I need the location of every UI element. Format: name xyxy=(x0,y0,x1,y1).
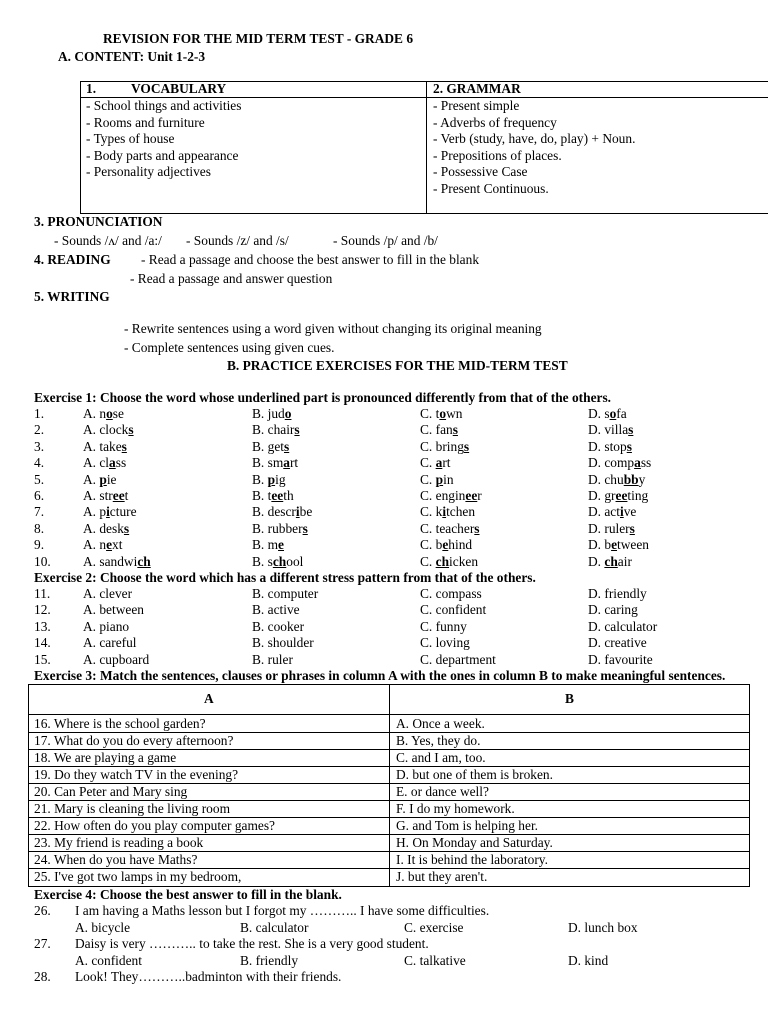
answer-option: A. cupboard xyxy=(83,651,150,667)
option-text: ie xyxy=(106,471,117,487)
answer-option: A. confident xyxy=(75,952,142,968)
answer-option xyxy=(420,521,480,537)
answer-option: D. kind xyxy=(568,952,609,968)
option-text: D. b xyxy=(588,537,612,553)
answer-option xyxy=(252,554,303,570)
matching-col-a-cell: 18. We are playing a game xyxy=(34,750,177,765)
answer-option xyxy=(83,422,134,438)
answer-option xyxy=(588,488,648,504)
underlined-sound: a xyxy=(634,455,641,471)
answer-option xyxy=(420,488,482,504)
underlined-sound: ch xyxy=(137,553,151,569)
answer-option xyxy=(588,439,632,455)
underlined-sound: i xyxy=(106,504,110,520)
underlined-sound: o xyxy=(439,406,447,421)
grammar-item: - Present Continuous. xyxy=(433,180,549,196)
option-text: A. str xyxy=(83,488,113,503)
underlined-sound: s xyxy=(302,520,308,536)
underlined-sound: ee xyxy=(271,488,284,503)
option-text: ve xyxy=(623,504,637,520)
question-number: 9. xyxy=(34,537,45,553)
reading-line-1: - Read a passage and choose the best answer to fill in the blank xyxy=(141,252,480,267)
underlined-sound: p xyxy=(435,471,444,487)
underlined-sound: p xyxy=(267,471,276,487)
option-text: t xyxy=(124,488,129,503)
answer-option xyxy=(83,554,151,570)
matching-col-a-cell: 20. Can Peter and Mary sing xyxy=(34,784,188,799)
reading-line-2: - Read a passage and answer question xyxy=(130,271,333,286)
answer-option: A. bicycle xyxy=(75,919,131,935)
answer-option: B. shoulder xyxy=(252,635,314,651)
answer-option xyxy=(252,504,312,520)
answer-option xyxy=(83,537,122,553)
option-text: wn xyxy=(446,406,463,421)
matching-col-b-cell: E. or dance well? xyxy=(396,784,489,799)
answer-option xyxy=(83,488,128,504)
underlined-sound: ch xyxy=(604,553,618,569)
answer-option xyxy=(252,422,300,438)
writing-line-1: - Rewrite sentences using a word given without changing its original meaning xyxy=(124,321,542,336)
answer-option: D. favourite xyxy=(588,651,653,667)
pronunciation-heading: 3. PRONUNCIATION xyxy=(34,214,163,229)
answer-option xyxy=(420,422,458,438)
question-text: I am having a Maths lesson but I forgot my ……….. I have some difficulties. xyxy=(75,903,490,918)
option-text: B. chair xyxy=(252,422,295,438)
question-number: 13. xyxy=(34,618,51,634)
answer-option xyxy=(252,439,289,455)
option-text: A. xyxy=(83,471,100,487)
exercise-1-title: Exercise 1: Choose the word whose underlined part is pronounced differently from that of the others. xyxy=(34,390,612,405)
matching-col-a-cell: 22. How often do you play computer games? xyxy=(34,818,275,833)
answer-option: B. friendly xyxy=(240,952,299,968)
option-text: C. b xyxy=(420,537,443,553)
question-number: 2. xyxy=(34,422,45,438)
matching-col-b-cell: J. but they aren't. xyxy=(396,869,488,884)
option-text: tchen xyxy=(446,504,476,520)
writing-heading: 5. WRITING xyxy=(34,289,110,304)
option-text: A. p xyxy=(83,504,107,520)
answer-option: C. loving xyxy=(420,635,470,651)
vocab-item: - Personality adjectives xyxy=(86,164,211,179)
answer-option: D. caring xyxy=(588,602,638,618)
option-text: ool xyxy=(286,553,304,569)
answer-option xyxy=(420,537,472,553)
underlined-sound: i xyxy=(442,504,447,520)
answer-option xyxy=(252,455,298,471)
underlined-sound: ch xyxy=(435,553,450,569)
underlined-sound: o xyxy=(609,406,617,421)
option-text: B. m xyxy=(252,537,279,553)
option-text: D. gr xyxy=(588,488,616,503)
answer-option: C. talkative xyxy=(404,952,466,968)
underlined-sound: s xyxy=(626,438,632,454)
answer-option xyxy=(588,554,632,570)
answer-option xyxy=(420,472,454,488)
option-text: B. t xyxy=(252,488,272,503)
vocab-item: - Rooms and furniture xyxy=(86,114,205,130)
matching-col-a-cell: 23. My friend is reading a book xyxy=(34,835,204,850)
answer-option xyxy=(252,472,286,488)
answer-option xyxy=(588,504,636,520)
pronunciation-sounds-2: - Sounds /z/ and /s/ xyxy=(186,233,289,248)
matching-header-rule xyxy=(28,714,750,715)
underlined-sound: e xyxy=(278,537,284,553)
vocab-heading: VOCABULARY xyxy=(131,81,227,96)
answer-option: D. lunch box xyxy=(568,919,638,935)
matching-col-a-cell: 17. What do you do every afternoon? xyxy=(34,733,234,748)
option-text: D. ruler xyxy=(588,520,630,536)
question-number: 12. xyxy=(34,602,51,618)
question-text: Look! They………..badminton with their friends. xyxy=(75,969,342,984)
option-text: A. take xyxy=(83,438,122,454)
answer-option xyxy=(588,521,635,537)
answer-option xyxy=(83,521,129,537)
answer-option xyxy=(252,537,284,553)
answer-option xyxy=(420,554,478,570)
underlined-sound: s xyxy=(128,422,134,438)
grammar-heading: 2. GRAMMAR xyxy=(433,81,521,96)
underlined-sound: s xyxy=(123,520,130,536)
option-text: air xyxy=(617,553,632,569)
option-text: B. descr xyxy=(252,504,296,520)
question-number: 6. xyxy=(34,488,45,503)
option-text: r xyxy=(477,488,482,503)
section-a-heading: A. CONTENT: Unit 1-2-3 xyxy=(58,49,206,64)
answer-option: C. confident xyxy=(420,602,487,618)
answer-option xyxy=(83,472,117,488)
matching-col-b-cell: C. and I am, too. xyxy=(396,750,486,765)
option-text: fa xyxy=(616,406,627,421)
matching-col-b-cell: A. Once a week. xyxy=(396,716,485,731)
grammar-item: - Adverbs of frequency xyxy=(433,114,557,130)
option-text: ss xyxy=(640,455,652,471)
matching-col-b-cell: H. On Monday and Saturday. xyxy=(396,835,553,850)
question-number: 5. xyxy=(34,471,45,487)
option-text: A. n xyxy=(83,537,107,553)
underlined-sound: e xyxy=(106,537,113,553)
underlined-sound: ch xyxy=(272,553,287,569)
option-text: D. xyxy=(588,553,605,569)
matching-col-a-cell: 21. Mary is cleaning the living room xyxy=(34,801,230,816)
question-number: 4. xyxy=(34,455,45,471)
answer-option xyxy=(83,455,126,471)
answer-option xyxy=(588,472,645,488)
grammar-item: - Present simple xyxy=(433,98,520,113)
option-text: B. rubber xyxy=(252,520,303,536)
underlined-sound: s xyxy=(474,520,480,536)
option-text: C. t xyxy=(420,406,440,421)
option-text: xt xyxy=(112,537,123,553)
option-text: y xyxy=(638,471,646,487)
option-text: D. chu xyxy=(588,471,624,487)
answer-option: A. careful xyxy=(83,635,137,651)
answer-option: C. department xyxy=(420,651,496,667)
answer-option xyxy=(420,504,475,520)
option-text: B. jud xyxy=(252,406,285,421)
answer-option: A. clever xyxy=(83,586,133,601)
option-text: se xyxy=(112,406,124,421)
answer-option xyxy=(588,422,633,438)
question-number: 1. xyxy=(34,406,45,421)
underlined-sound: a xyxy=(109,455,116,471)
underlined-sound: i xyxy=(295,504,300,520)
question-number: 7. xyxy=(34,504,45,520)
question-number: 26. xyxy=(34,903,51,918)
writing-line-2: - Complete sentences using given cues. xyxy=(124,340,335,355)
underlined-sound: p xyxy=(99,471,107,487)
answer-option: D. calculator xyxy=(588,618,658,634)
option-text: B. xyxy=(252,471,268,487)
underlined-sound: s xyxy=(121,438,127,454)
underlined-sound: bb xyxy=(623,471,639,487)
option-text: in xyxy=(443,471,454,487)
question-number: 8. xyxy=(34,520,45,536)
underlined-sound: ee xyxy=(112,488,125,503)
answer-option: C. compass xyxy=(420,586,482,601)
matching-col-a-cell: 24. When do you have Maths? xyxy=(34,852,198,867)
question-number: 14. xyxy=(34,635,51,651)
matching-col-a-cell: 25. I've got two lamps in my bedroom, xyxy=(34,869,242,884)
option-text: C. xyxy=(420,471,436,487)
exercise-3-title: Exercise 3: Match the sentences, clauses or phrases in column A with the ones in column B to make meaningful sentences. xyxy=(34,668,726,683)
option-text: C. teacher xyxy=(420,520,475,536)
option-text: C. k xyxy=(420,504,443,520)
reading-heading: 4. READING xyxy=(34,252,111,267)
option-text: rt xyxy=(289,455,299,471)
question-number: 28. xyxy=(34,969,51,984)
underlined-sound: a xyxy=(283,455,290,471)
underlined-sound: ee xyxy=(465,488,478,503)
matching-col-b-cell: G. and Tom is helping her. xyxy=(396,818,539,833)
answer-option xyxy=(588,537,649,553)
answer-option: C. funny xyxy=(420,618,467,634)
option-text: ting xyxy=(627,488,649,503)
underlined-sound: a xyxy=(435,455,443,471)
answer-option: A. piano xyxy=(83,618,130,634)
pronunciation-sounds-1: - Sounds /ʌ/ and /a:/ xyxy=(54,233,162,248)
answer-option xyxy=(252,406,291,422)
page-title: REVISION FOR THE MID TERM TEST - GRADE 6 xyxy=(103,31,414,46)
vocab-item: - Body parts and appearance xyxy=(86,147,239,163)
option-text: A. sandwi xyxy=(83,553,138,569)
question-number: 15. xyxy=(34,651,51,667)
answer-option xyxy=(420,455,451,471)
underlined-sound: o xyxy=(284,406,292,421)
answer-option: A. between xyxy=(83,602,144,618)
answer-option: B. ruler xyxy=(252,651,293,667)
option-text: ig xyxy=(275,471,286,487)
option-text: rt xyxy=(442,455,451,471)
section-b-heading: B. PRACTICE EXERCISES FOR THE MID-TERM TEST xyxy=(227,358,568,373)
exercise-2-title: Exercise 2: Choose the word which has a different stress pattern from that of the others. xyxy=(34,570,536,585)
matching-col-b-cell: D. but one of them is broken. xyxy=(396,767,553,782)
question-number: 10. xyxy=(34,553,51,569)
option-text: C. fan xyxy=(420,422,453,438)
vocab-number: 1. xyxy=(86,81,97,96)
answer-option xyxy=(420,406,462,422)
answer-option xyxy=(588,406,627,422)
question-text: Daisy is very ……….. to take the rest. She is a very good student. xyxy=(75,936,429,951)
answer-option: B. calculator xyxy=(240,919,309,935)
option-text: B. s xyxy=(252,553,273,569)
underlined-sound: e xyxy=(611,537,618,553)
answer-option xyxy=(588,455,651,471)
option-text: D. villa xyxy=(588,422,629,438)
exercise-4-title: Exercise 4: Choose the best answer to fill in the blank. xyxy=(34,887,342,902)
option-text: D. s xyxy=(588,406,610,421)
underlined-sound: i xyxy=(619,504,624,520)
underlined-sound: o xyxy=(106,406,113,421)
underlined-sound: s xyxy=(452,422,458,438)
underlined-sound: s xyxy=(463,438,470,454)
option-text: hind xyxy=(448,537,473,553)
option-text: A. clock xyxy=(83,422,129,438)
option-text: A. n xyxy=(83,406,107,421)
answer-option xyxy=(83,439,127,455)
option-text: th xyxy=(283,488,294,503)
option-text: D. act xyxy=(588,504,620,520)
question-number: 27. xyxy=(34,936,51,951)
answer-option: D. friendly xyxy=(588,586,647,601)
answer-option: D. creative xyxy=(588,635,647,651)
answer-option xyxy=(252,488,294,504)
matching-col-b-cell: F. I do my homework. xyxy=(396,801,515,816)
answer-option xyxy=(83,504,137,520)
content-table-divider xyxy=(426,81,427,214)
underlined-sound: e xyxy=(442,537,449,553)
matching-col-a-cell: 19. Do they watch TV in the evening? xyxy=(34,767,239,782)
option-text: icken xyxy=(449,553,479,569)
matching-col-a-cell: 16. Where is the school garden? xyxy=(34,716,206,731)
option-text: ss xyxy=(115,455,127,471)
answer-option: C. exercise xyxy=(404,919,464,935)
option-text: C. bring xyxy=(420,438,464,454)
pronunciation-sounds-3: - Sounds /p/ and /b/ xyxy=(333,233,438,248)
option-text: D. comp xyxy=(588,455,635,471)
option-text: A. cl xyxy=(83,455,110,471)
matching-col-b-cell: I. It is behind the laboratory. xyxy=(396,852,548,867)
underlined-sound: s xyxy=(294,422,300,438)
matching-col-b-header: B xyxy=(565,691,574,706)
answer-option: B. active xyxy=(252,602,300,618)
option-text: D. stop xyxy=(588,438,627,454)
matching-col-b-cell: B. Yes, they do. xyxy=(396,733,481,748)
underlined-sound: ee xyxy=(615,488,628,503)
underlined-sound: s xyxy=(628,422,634,438)
question-number: 3. xyxy=(34,438,45,454)
vocab-item: - School things and activities xyxy=(86,98,242,113)
answer-option: B. computer xyxy=(252,586,319,601)
answer-option xyxy=(420,439,469,455)
grammar-item: - Verb (study, have, do, play) + Noun. xyxy=(433,131,636,146)
answer-option: B. cooker xyxy=(252,618,305,634)
option-text: C. xyxy=(420,553,436,569)
vocab-item: - Types of house xyxy=(86,131,175,146)
answer-option xyxy=(252,521,308,537)
grammar-item: - Prepositions of places. xyxy=(433,147,562,163)
answer-option xyxy=(83,406,124,422)
option-text: be xyxy=(299,504,313,520)
grammar-item: - Possessive Case xyxy=(433,164,528,179)
option-text: cture xyxy=(109,504,137,520)
question-number: 11. xyxy=(34,586,51,601)
underlined-sound: s xyxy=(284,438,290,454)
option-text: tween xyxy=(617,537,649,553)
option-text: C. engin xyxy=(420,488,466,503)
option-text: B. get xyxy=(252,438,284,454)
matching-col-a-header: A xyxy=(204,691,214,706)
option-text: A. desk xyxy=(83,520,124,536)
option-text: B. sm xyxy=(252,455,284,471)
option-text: C. xyxy=(420,455,436,471)
underlined-sound: s xyxy=(629,520,635,536)
